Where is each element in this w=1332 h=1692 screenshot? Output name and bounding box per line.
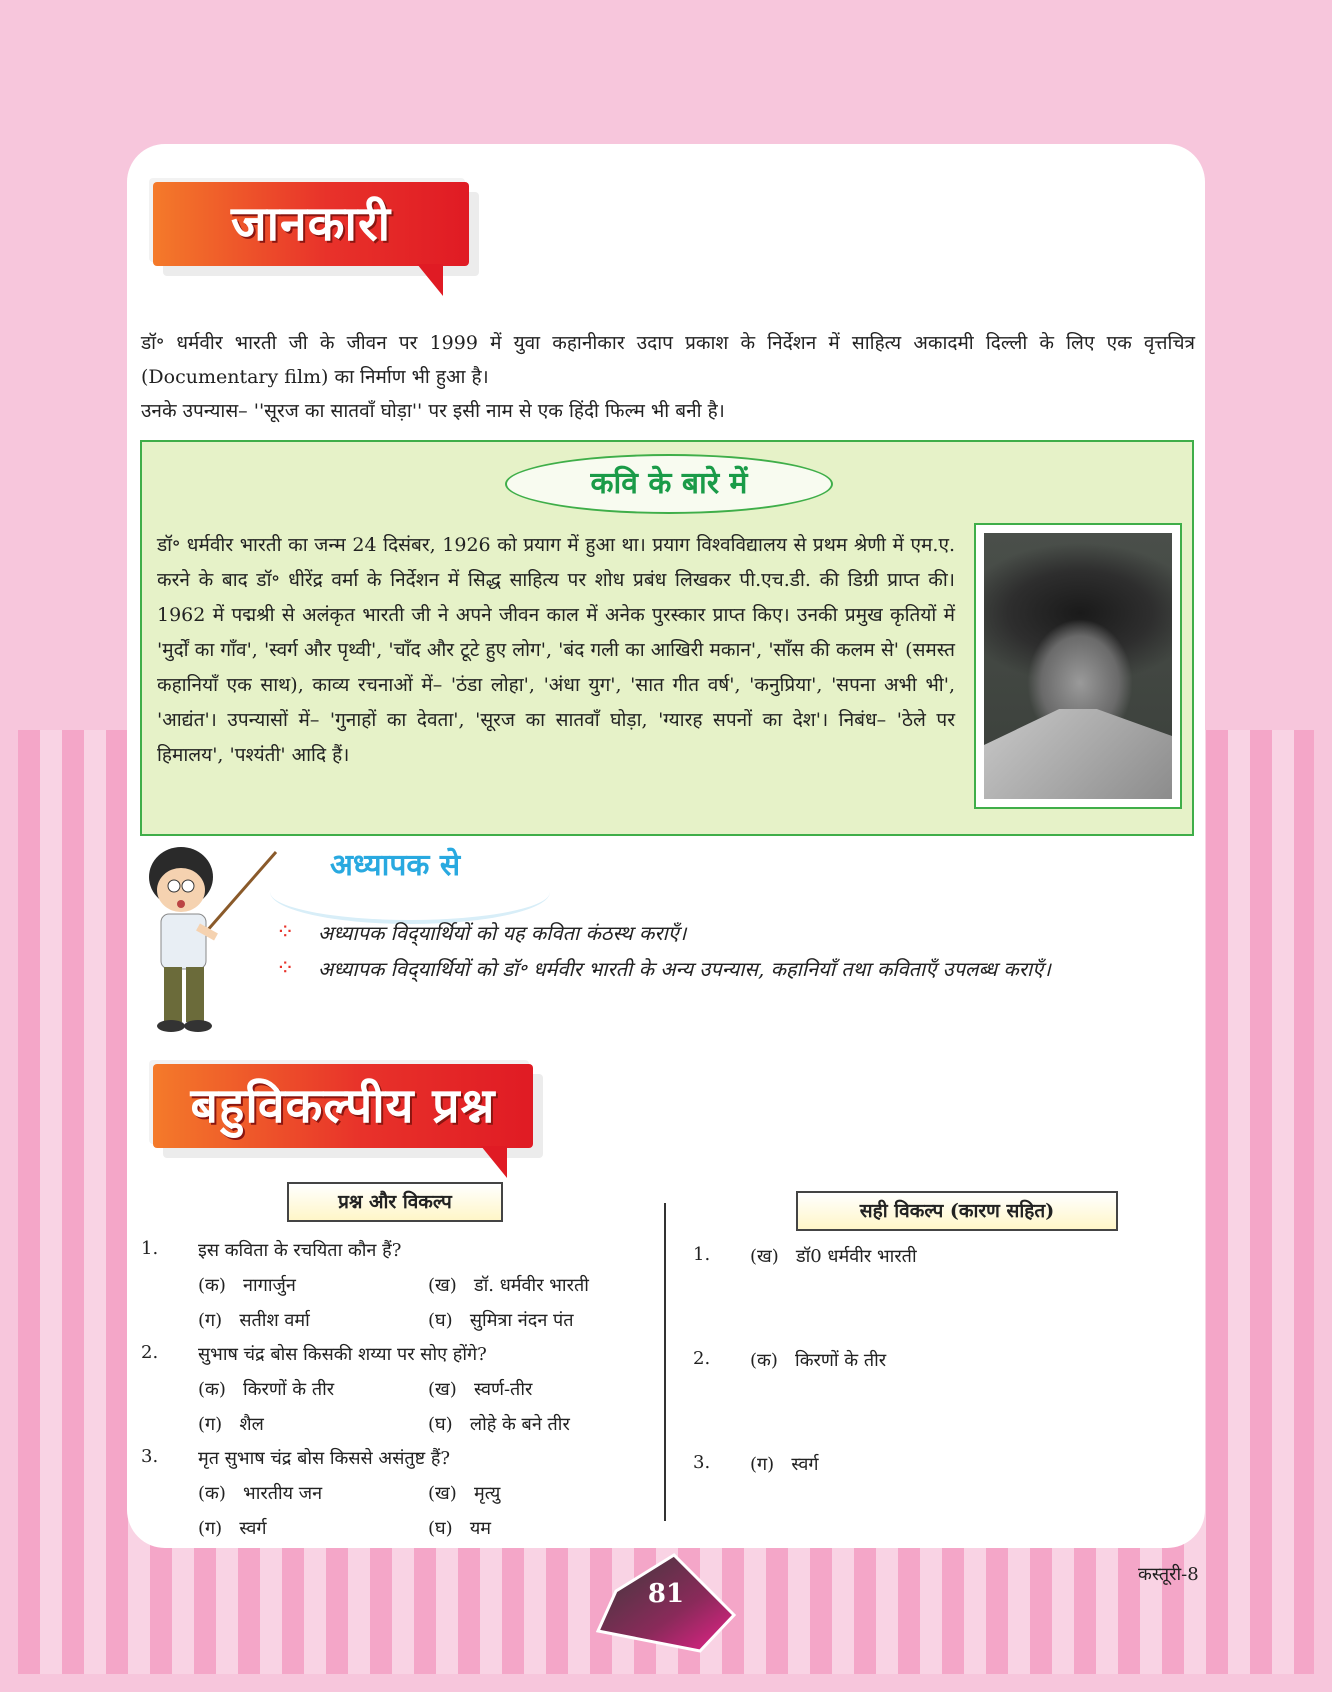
option-item [198,1308,310,1332]
teacher-instruction-item [270,951,1200,987]
option-key: (ख) [428,1379,457,1400]
four-dot-bullet-icon: ⁘ [276,956,295,981]
option-text: सतीश वर्मा [239,1310,310,1331]
option-item [428,1481,500,1505]
jaankari-line-1: डॉ॰ धर्मवीर भारती जी के जीवन पर 1999 में युवा कहानीकार उदाप प्रकाश के निर्देशन में साहित्य अकादमी दिल्ली के लिए एक वृत्तचित्र (Documentary film) का निर्माण भी हुआ है। [141,332,1195,388]
column-divider [664,1203,666,1521]
answer-key: (क) [750,1350,778,1371]
option-item [198,1481,322,1505]
answer-key: (ग) [750,1454,775,1475]
option-text: भारतीय जन [243,1483,323,1504]
answer-number: 2. [693,1348,711,1369]
option-item [198,1516,267,1540]
option-text: शैल [239,1414,264,1435]
answer-row [693,1452,1193,1473]
teacher-cartoon-icon [136,842,286,1042]
answer-text: स्वर्ग [791,1454,819,1475]
option-text: स्वर्ग [239,1518,267,1539]
poet-bio: डॉ॰ धर्मवीर भारती का जन्म 24 दिसंबर, 1926 को प्रयाग में हुआ था। प्रयाग विश्वविद्यालय से प्रथम श्रेणी में एम.ए. करने के बाद डॉ॰ धीरेंद्र वर्मा के निर्देशन में सिद्ध साहित्य पर शोध प्रबंध लिखकर पी.एच.डी. की डिग्री प्राप्त की। 1962 में पद्मश्री से अलंकृत भारती जी ने अपने जीवन काल में अनेक पुरस्कार प्राप्त किए। उनकी प्रमुख कृतियों में 'मुर्दों का गाँव', 'स्वर्ग और पृथ्वी', 'चाँद और टूटे हुए लोग', 'बंद गली का आखिरी मकान', 'साँस की कलम से' (समस्त कहानियाँ एक साथ), काव्य रचनाओं में– 'ठंडा लोहा', 'अंधा युग', 'सात गीत वर्ष', 'कनुप्रिया', 'सपना अभी भी', 'आद्यंत'। उपन्यासों में– 'गुनाहों का देवता', 'सूरज का सातवाँ घोड़ा, 'ग्यारह सपनों का देश'। निबंध– 'ठेले पर हिमालय', 'पश्यंती' आदि हैं। [157,534,955,766]
page-number: 81 [647,1579,685,1609]
question-number: 1. [141,1238,159,1259]
banner-title: जानकारी [230,196,392,252]
banner-tail [481,1146,507,1178]
book-name: कस्तूरी-8 [1138,1564,1199,1585]
option-item [198,1412,264,1436]
option-text: सुमित्रा नंदन पंत [469,1310,574,1331]
answer-row [693,1348,1193,1369]
option-key: (घ) [428,1518,453,1539]
option-item [198,1377,334,1401]
teacher-instructions [270,915,1200,987]
option-item [428,1377,532,1401]
option-key: (ग) [198,1310,223,1331]
teacher-instruction-text: अध्यापक विद्‌यार्थियों को डॉ॰ धर्मवीर भारती के अन्य उपन्यास, कहानियाँ तथा कविताएँ उपलब्ध कराएँ। [318,957,1051,981]
teacher-instruction-text: अध्यापक विद्‌यार्थियों को यह कविता कंठस्थ कराएँ। [318,921,687,945]
option-key: (घ) [428,1310,453,1331]
jaankari-line-2: उनके उपन्यास– ''सूरज का सातवाँ घोड़ा'' पर इसी नाम से एक हिंदी फिल्म भी बनी है। [141,400,725,422]
option-text: डॉ. धर्मवीर भारती [473,1275,589,1296]
option-text: स्वर्ण-तीर [473,1379,533,1400]
poet-photo [984,533,1172,799]
teacher-section-heading: अध्यापक से [330,848,461,883]
poet-photo-shawl [984,709,1172,799]
question-text: इस कविता के रचयिता कौन हैं? [198,1240,402,1261]
option-text: यम [469,1518,492,1539]
four-dot-bullet-icon: ⁘ [276,920,295,945]
option-key: (क) [198,1483,226,1504]
answer-row [693,1244,1193,1265]
question-number: 2. [141,1342,159,1363]
option-key: (क) [198,1379,226,1400]
jaankari-text [141,326,1195,428]
poet-photo-frame [974,523,1182,809]
answer-option [750,1348,886,1372]
option-item [428,1308,574,1332]
option-text: नागार्जुन [243,1275,296,1296]
option-item [428,1273,589,1297]
poet-info-heading: कवि के बारे में [505,454,833,514]
questions-label: प्रश्न और विकल्प [287,1182,503,1222]
option-key: (क) [198,1275,226,1296]
option-key: (ग) [198,1518,223,1539]
answer-text: किरणों के तीर [795,1350,887,1371]
banner-title: बहुविकल्पीय प्रश्न [190,1078,496,1134]
page-number-badge [596,1553,736,1653]
option-item [428,1516,491,1540]
section-banner-mcq [153,1064,533,1148]
banner-tail [417,264,443,296]
section-banner-jaankari [153,182,469,266]
answer-option [750,1452,819,1476]
option-key: (ख) [428,1483,457,1504]
answer-key: (ख) [750,1246,779,1267]
answer-number: 1. [693,1244,711,1265]
option-text: लोहे के बने तीर [469,1414,570,1435]
question-text: मृत सुभाष चंद्र बोस किससे असंतुष्ट हैं? [198,1448,451,1469]
option-key: (ख) [428,1275,457,1296]
option-item [198,1273,296,1297]
answer-option [750,1244,917,1268]
question-number: 3. [141,1446,159,1467]
answer-text: डॉ0 धर्मवीर भारती [795,1246,917,1267]
teacher-instruction-item [270,915,1200,951]
option-text: मृत्यु [473,1483,501,1504]
answers-label: सही विकल्प (कारण सहित) [796,1191,1118,1231]
option-key: (ग) [198,1414,223,1435]
option-text: किरणों के तीर [243,1379,335,1400]
option-key: (घ) [428,1414,453,1435]
answer-number: 3. [693,1452,711,1473]
option-item [428,1412,570,1436]
question-text: सुभाष चंद्र बोस किसकी शय्या पर सोए होंगे? [198,1344,487,1365]
